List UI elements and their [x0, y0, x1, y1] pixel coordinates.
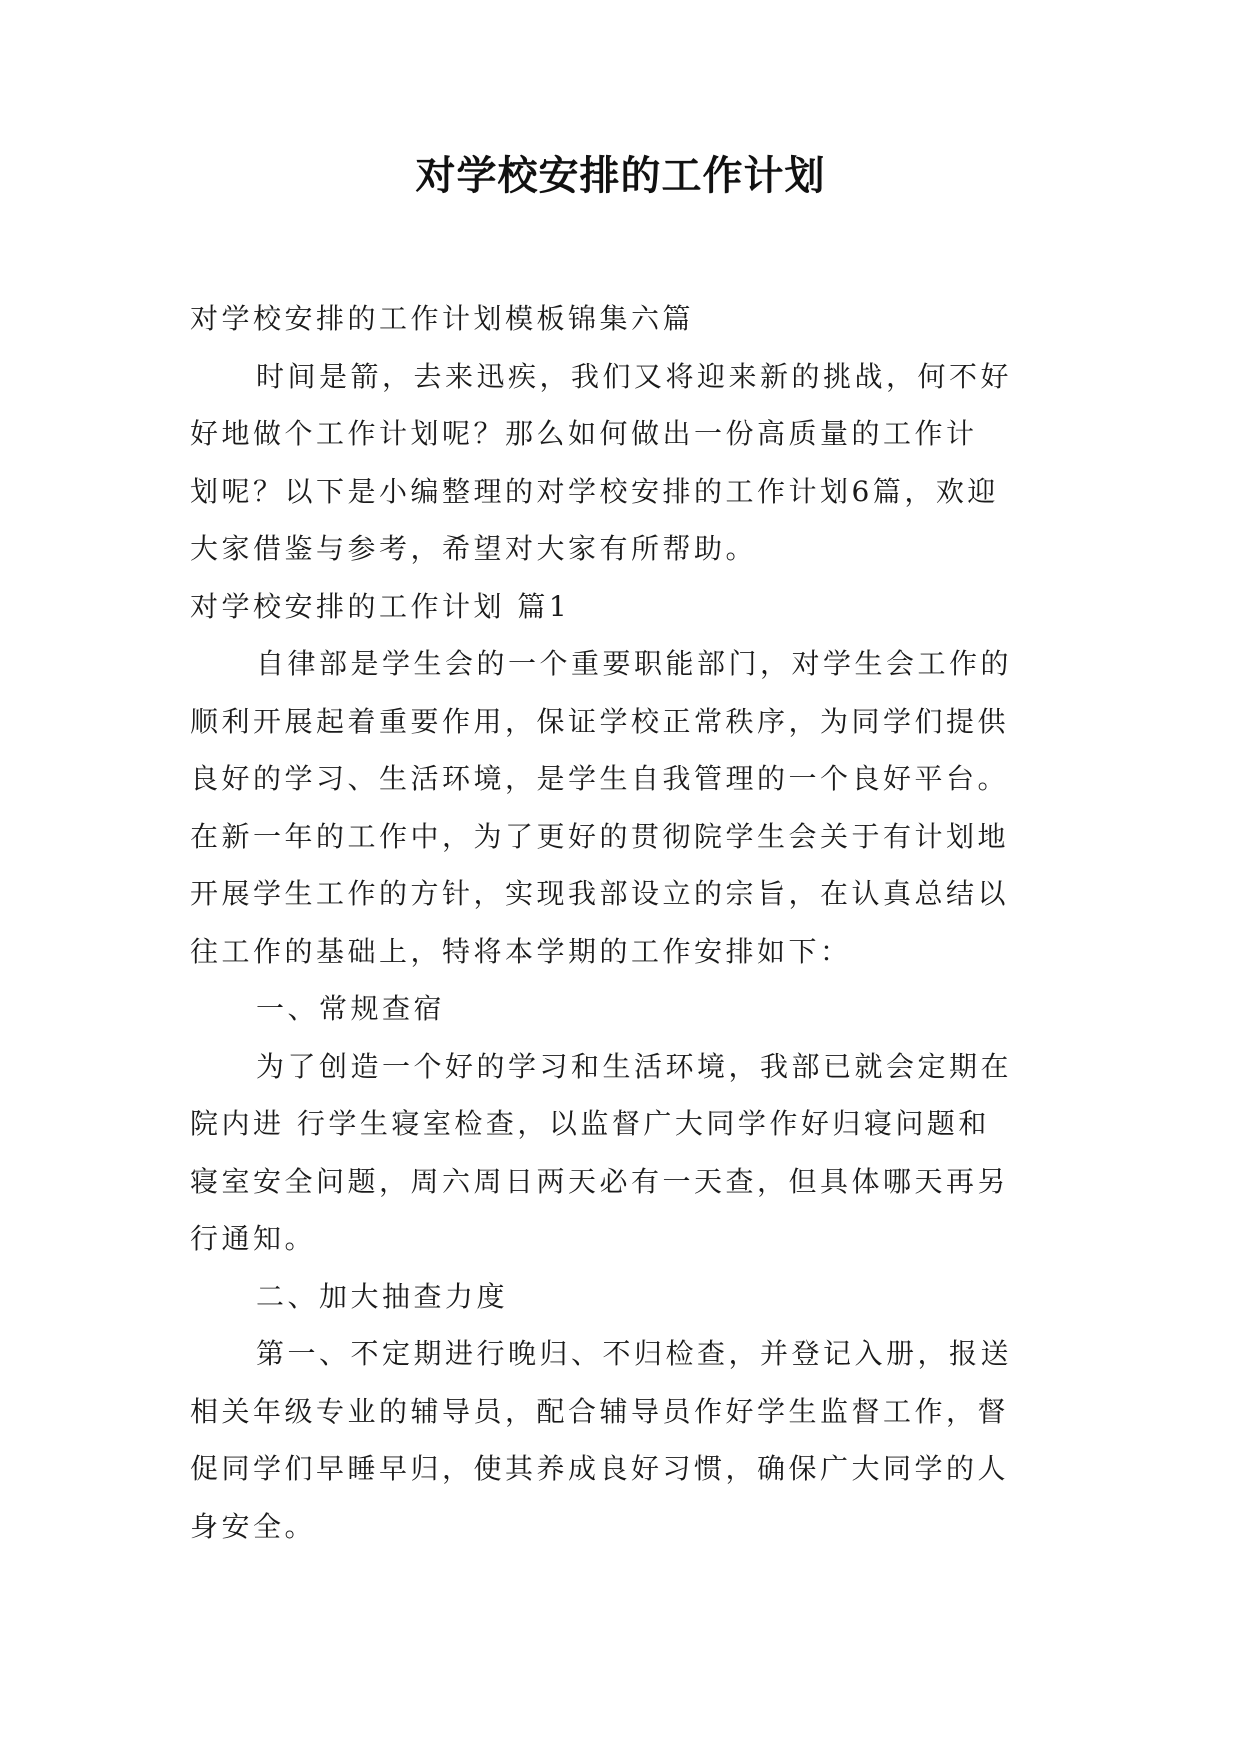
document-line: 时间是箭，去来迅疾，我们又将迎来新的挑战，何不好: [256, 359, 1013, 393]
document-line: 对学校安排的工作计划模板锦集六篇: [190, 302, 695, 335]
document-line: 划呢？以下是小编整理的对学校安排的工作计划6篇，欢迎: [190, 474, 999, 508]
document-line: 院内进 行学生寝室检查，以监督广大同学作好归寝问题和: [190, 1107, 990, 1140]
document-line: 相关年级专业的辅导员，配合辅导员作好学生监督工作，督: [190, 1394, 1010, 1428]
document-line: 往工作的基础上，特将本学期的工作安排如下：: [190, 934, 852, 968]
document-line: 行通知。: [190, 1222, 317, 1255]
document-line: 自律部是学生会的一个重要职能部门，对学生会工作的: [256, 647, 1013, 680]
document-line: 良好的学习、生活环境，是学生自我管理的一个良好平台。: [190, 762, 1010, 795]
document-line: 第一、不定期进行晚归、不归检查，并登记入册，报送: [256, 1337, 1013, 1370]
document-line: 在新一年的工作中，为了更好的贯彻院学生会关于有计划地: [190, 819, 1010, 853]
document-line: 身安全。: [190, 1509, 317, 1543]
document-line: 大家借鉴与参考，希望对大家有所帮助。: [190, 532, 758, 565]
document-line: 一、常规查宿: [256, 992, 446, 1025]
document-line: 二、加大抽查力度: [256, 1279, 509, 1313]
document-line: 好地做个工作计划呢？那么如何做出一份高质量的工作计: [190, 417, 978, 450]
document-line: 为了创造一个好的学习和生活环境，我部已就会定期在: [256, 1049, 1013, 1083]
document-line: 促同学们早睡早归，使其养成良好习惯，确保广大同学的人: [190, 1452, 1010, 1485]
document-line: 开展学生工作的方针，实现我部设立的宗旨，在认真总结以: [190, 877, 1010, 910]
document-line: 对学校安排的工作计划 篇1: [190, 589, 571, 623]
document-body: [190, 290, 1070, 1555]
document-line: 寝室安全问题，周六周日两天必有一天查，但具体哪天再另: [190, 1164, 1010, 1198]
document-title: 对学校安排的工作计划: [415, 152, 826, 199]
document-line: 顺利开展起着重要作用，保证学校正常秩序，为同学们提供: [190, 704, 1010, 738]
